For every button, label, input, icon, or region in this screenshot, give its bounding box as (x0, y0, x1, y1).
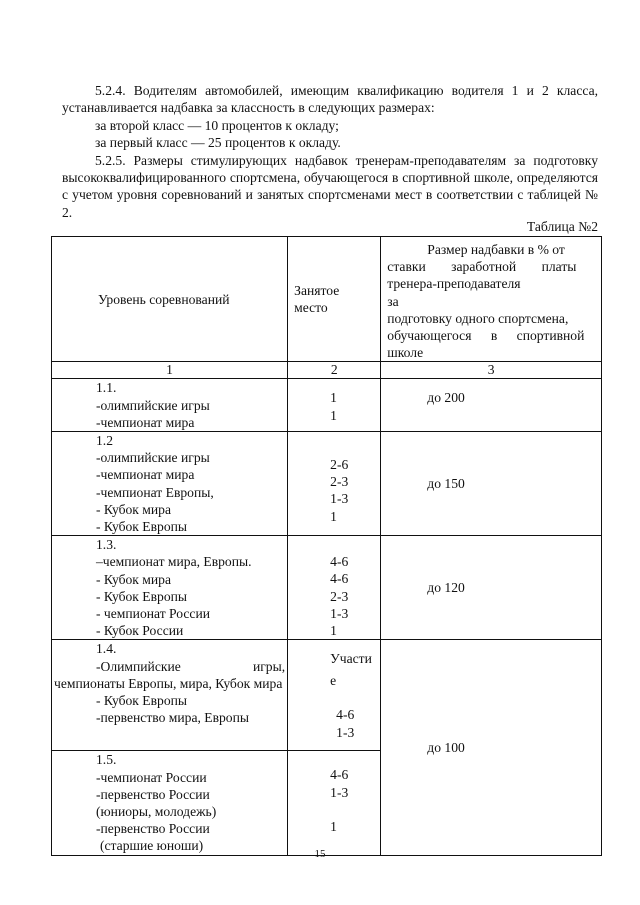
header-place-line2: место (294, 300, 328, 316)
competition-cell (52, 640, 288, 751)
place-value: 4-6 (330, 571, 349, 587)
competition-item: -олимпийские игры (96, 450, 210, 466)
competition-item: - Кубок Европы (96, 588, 188, 604)
competition-item: -первенство России (96, 786, 210, 802)
place-value: 2-6 (330, 457, 349, 473)
place-value: 1 (330, 407, 337, 423)
bonus-value: до 150 (427, 476, 465, 492)
place-cell (288, 640, 381, 751)
competition-cell (52, 432, 288, 536)
column-number: 3 (381, 362, 602, 379)
competition-item: –чемпионат мира, Европы. (96, 554, 252, 570)
place-value: 1 (330, 390, 337, 406)
place-value: 1-3 (336, 724, 355, 740)
table-caption: Таблица №2 (526, 219, 598, 234)
place-value: 1 (330, 623, 337, 639)
competition-item: - Кубок Европы (96, 519, 188, 535)
column-number: 1 (52, 362, 288, 379)
competition-item: -чемпионат мира (96, 414, 195, 430)
place-cell (288, 751, 381, 855)
section-number: 1.4. (96, 641, 117, 657)
competition-item: -первенство России (96, 821, 210, 837)
header-bonus-line: Размер надбавки в % от (427, 242, 565, 257)
header-bonus-line: ставки заработной платы (387, 259, 577, 275)
competition-item: -чемпионат России (96, 769, 207, 785)
column-numbers-row (52, 362, 602, 379)
place-value: 2-3 (330, 588, 349, 604)
competition-item: -чемпионат мира (96, 467, 195, 483)
section-number: 1.1. (96, 380, 117, 396)
competition-item: - чемпионат России (96, 606, 211, 622)
paragraph-5-2-5: 5.2.5. Размеры стимулирующих надбавок тренерам-преподавателям за подготовку высококвалифицированного спортсмена, обучающегося в спортивной школе, определяются с учетом уровня соревнований и занятых спортсменами мест в соответствии с таблицей № 2. (62, 152, 598, 220)
column-number: 2 (288, 362, 381, 379)
competition-item: - Кубок Европы (96, 693, 188, 709)
bonus-value: до 200 (427, 390, 465, 406)
header-bonus-line: тренера-преподавателя за (387, 276, 521, 309)
section-number: 1.3. (96, 537, 117, 553)
place-value: 1-3 (330, 784, 349, 800)
place-value: 4-6 (330, 554, 349, 570)
competition-item: - Кубок мира (96, 501, 172, 517)
body-text (62, 82, 598, 221)
competition-item: - Кубок мира (96, 571, 172, 587)
place-cell (288, 536, 381, 640)
bonus-cell-merged (381, 640, 602, 855)
place-value: 2-3 (330, 474, 349, 490)
page-number: 15 (314, 848, 326, 860)
header-place-line1: Занятое (294, 282, 340, 298)
competition-item: -чемпионат Европы, (96, 484, 214, 500)
header-bonus-line: подготовку одного спортсмена, (387, 310, 569, 326)
place-value: 1-3 (330, 491, 349, 507)
header-bonus-line: обучающегося в спортивной (387, 328, 585, 344)
competition-cell (52, 751, 288, 855)
header-competition-level: Уровень соревнований (52, 237, 288, 362)
place-cell (288, 432, 381, 536)
table-row (52, 536, 602, 640)
competition-cell (52, 536, 288, 640)
bonus-cell (381, 536, 602, 640)
header-bonus-line: школе (387, 345, 424, 361)
competition-item: -Олимпийские игры, чемпионаты Европы, мира, Кубок мира (54, 658, 286, 691)
place-cell (288, 379, 381, 432)
place-value: 4-6 (336, 707, 355, 723)
place-value: 1-3 (330, 605, 349, 621)
paragraph-5-2-4: 5.2.4. Водителям автомобилей, имеющим квалификацию водителя 1 и 2 класса, устанавливается надбавка за классность в следующих размерах: (62, 83, 598, 116)
section-number: 1.5. (96, 752, 117, 768)
table-header-row (52, 237, 602, 362)
bonus-cell (381, 432, 602, 536)
competition-cell (52, 379, 288, 432)
competition-item: - Кубок России (96, 623, 184, 639)
header-bonus-size (381, 237, 602, 362)
paragraph-second-class: за второй класс — 10 процентов к окладу; (95, 117, 339, 133)
bonus-table (51, 236, 602, 856)
competition-item: (юниоры, молодежь) (96, 804, 217, 820)
place-value: 1 (330, 508, 337, 524)
competition-item: -олимпийские игры (96, 397, 210, 413)
competition-item: -первенство мира, Европы (96, 710, 250, 726)
place-participation: Участие (330, 651, 372, 689)
table-row (52, 432, 602, 536)
bonus-value: до 100 (427, 739, 465, 755)
table-row (52, 640, 602, 751)
section-number: 1.2 (96, 433, 113, 449)
paragraph-first-class: за первый класс — 25 процентов к окладу. (95, 135, 341, 151)
bonus-cell (381, 379, 602, 432)
bonus-value: до 120 (427, 580, 465, 596)
place-value: 4-6 (330, 767, 349, 783)
header-place (288, 237, 381, 362)
competition-item: (старшие юноши) (100, 838, 204, 854)
place-value: 1 (330, 818, 337, 834)
table-row (52, 379, 602, 432)
